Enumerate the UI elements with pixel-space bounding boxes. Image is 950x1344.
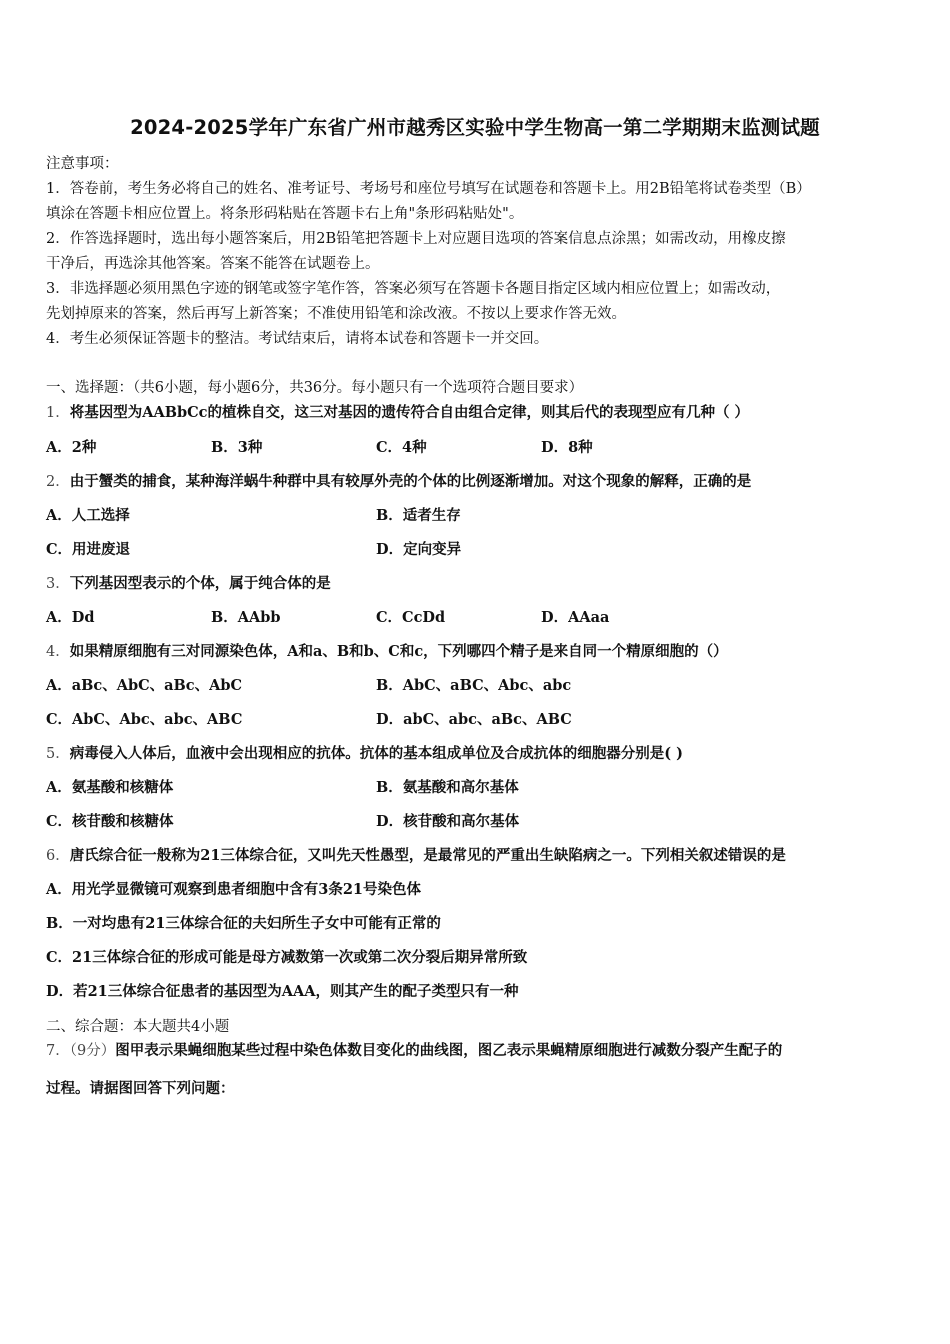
notice-line: 2．作答选择题时，选出每小题答案后，用2B铅笔把答题卡上对应题目选项的答案信息点涂黑；如需改动，用橡皮擦: [46, 231, 786, 247]
option-b: B．适者生存: [376, 507, 461, 524]
question-7-continued: 过程。请据图回答下列问题：: [46, 1080, 235, 1097]
notice-line: 干净后，再选涂其他答案。答案不能答在试题卷上。: [46, 256, 380, 272]
question-text: 下列基因型表示的个体，属于纯合体的是: [69, 575, 331, 592]
question-number: 1．: [46, 405, 70, 421]
option-c: C．4种: [376, 439, 427, 456]
option-b: B．3种: [211, 439, 263, 456]
option-a: A．2种: [46, 439, 97, 456]
option-d: D．abC、abc、aBc、ABC: [376, 711, 572, 728]
question-6: [46, 844, 786, 865]
question-number: 2．: [46, 474, 70, 490]
option-b: B．氨基酸和高尔基体: [376, 779, 519, 796]
option-d: D．AAaa: [541, 609, 610, 626]
question-text: 唐氏综合征一般称为21三体综合征，又叫先天性愚型，是最常见的严重出生缺陷病之一。下列相关叙述错误的是: [69, 847, 786, 864]
question-number: 6．: [46, 848, 70, 864]
option-c: C．AbC、Abc、abc、ABC: [46, 711, 243, 728]
question-text: 由于蟹类的捕食，某种海洋蜗牛种群中具有较厚外壳的个体的比例逐渐增加。对这个现象的解释，正确的是: [69, 473, 752, 490]
question-4: [46, 640, 728, 661]
question-number: 3．: [46, 576, 70, 592]
option-c: C．用进废退: [46, 541, 131, 558]
question-3: [46, 572, 331, 593]
option-d: D．8种: [541, 439, 593, 456]
question-number: 4．: [46, 644, 70, 660]
option-a: A．氨基酸和核糖体: [46, 779, 174, 796]
question-text: 将基因型为AABbCc的植株自交，这三对基因的遗传符合自由组合定律，则其后代的表现型应有几种（ ）: [69, 404, 750, 421]
page-title: 2024-2025学年广东省广州市越秀区实验中学生物高一第二学期期末监测试题: [130, 116, 820, 139]
question-1: [46, 401, 749, 422]
option-d: D．核苷酸和高尔基体: [376, 813, 520, 830]
option-a: A．aBc、AbC、aBc、AbC: [46, 677, 243, 694]
option-a: A．Dd: [46, 609, 95, 626]
section2-heading: 二、综合题：本大题共4小题: [46, 1019, 230, 1035]
question-2: [46, 470, 751, 491]
question-text: 如果精原细胞有三对同源染色体，A和a、B和b、C和c，下列哪四个精子是来自同一个精原细胞的（）: [69, 643, 728, 660]
question-text: 图甲表示果蝇细胞某些过程中染色体数目变化的曲线图，图乙表示果蝇精原细胞进行减数分裂产生配子的: [115, 1042, 783, 1059]
option-b: B．一对均患有21三体综合征的夫妇所生子女中可能有正常的: [46, 915, 441, 932]
option-b: B．AbC、aBC、Abc、abc: [376, 677, 572, 694]
option-d: D．若21三体综合征患者的基因型为AAA，则其产生的配子类型只有一种: [46, 983, 519, 1000]
question-7: [46, 1039, 782, 1060]
option-b: B．AAbb: [211, 609, 281, 626]
question-score: （9分）: [69, 1043, 116, 1059]
option-c: C．21三体综合征的形成可能是母方减数第一次或第二次分裂后期异常所致: [46, 949, 528, 966]
question-number: 5．: [46, 746, 70, 762]
notice-line: 先划掉原来的答案，然后再写上新答案；不准使用铅笔和涂改液。不按以上要求作答无效。: [46, 306, 626, 322]
notice-heading: 注意事项：: [46, 156, 119, 172]
notice-line: 1．答卷前，考生务必将自己的姓名、准考证号、考场号和座位号填写在试题卷和答题卡上。用2B铅笔将试卷类型（B）: [46, 181, 811, 197]
option-c: C．核苷酸和核糖体: [46, 813, 174, 830]
option-a: A．用光学显微镜可观察到患者细胞中含有3条21号染色体: [46, 881, 422, 898]
question-text: 病毒侵入人体后，血液中会出现相应的抗体。抗体的基本组成单位及合成抗体的细胞器分别是( ): [69, 745, 683, 762]
option-c: C．CcDd: [376, 609, 446, 626]
notice-line: 3．非选择题必须用黑色字迹的钢笔或签字笔作答，答案必须写在答题卡各题目指定区域内相应位置上；如需改动，: [46, 281, 781, 297]
notice-line: 4．考生必须保证答题卡的整洁。考试结束后，请将本试卷和答题卡一并交回。: [46, 331, 549, 347]
option-a: A．人工选择: [46, 507, 130, 524]
section1-heading: 一、选择题：（共6小题，每小题6分，共36分。每小题只有一个选项符合题目要求）: [46, 380, 584, 396]
notice-line: 填涂在答题卡相应位置上。将条形码粘贴在答题卡右上角"条形码粘贴处"。: [46, 206, 524, 222]
option-d: D．定向变异: [376, 541, 462, 558]
question-number: 7．: [46, 1043, 70, 1059]
question-5: [46, 742, 683, 763]
